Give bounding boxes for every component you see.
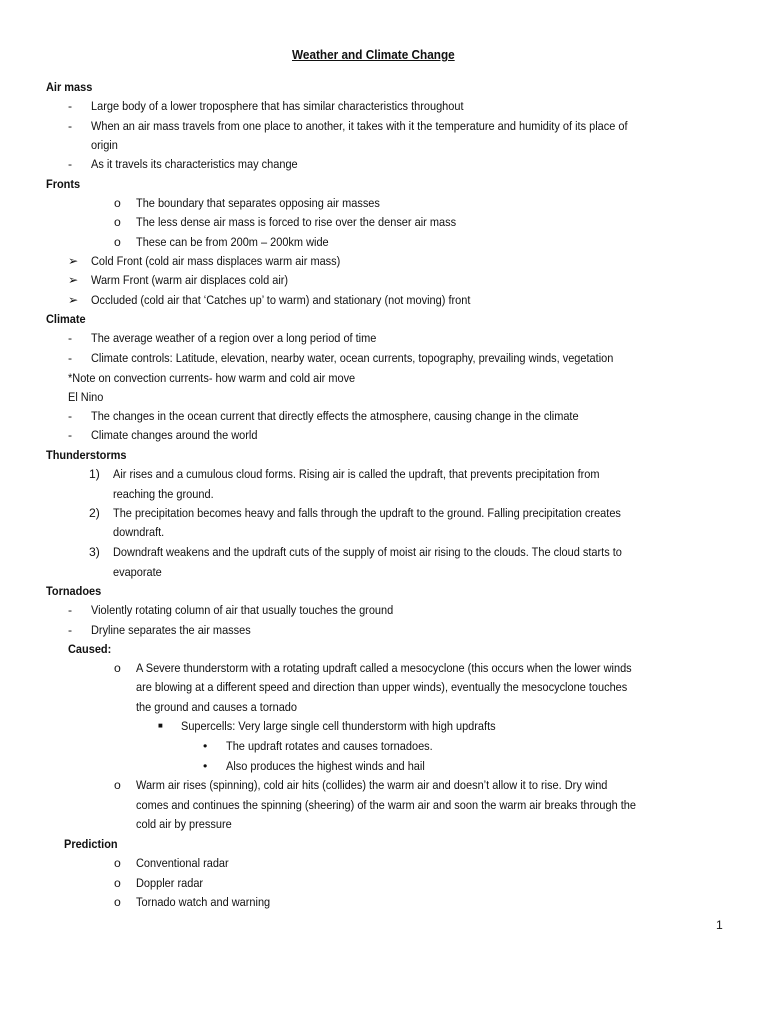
dash-bullet: - (68, 409, 73, 423)
section-heading-fronts: Fronts (46, 177, 81, 191)
circle-bullet-icon: o (114, 196, 121, 210)
circle-bullet-icon: o (114, 215, 121, 229)
circle-bullet-icon: o (114, 661, 121, 675)
circle-bullet-icon: o (114, 856, 121, 870)
circle-bullet-icon: o (114, 895, 121, 909)
dash-bullet: - (68, 623, 73, 637)
dash-bullet: - (68, 119, 73, 133)
subheading-el-nino: El Nino (68, 390, 104, 404)
subheading-caused: Caused: (68, 642, 112, 656)
section-heading-tornadoes: Tornadoes (46, 584, 102, 598)
list-item: Large body of a lower troposphere that has similar characteristics throughout (91, 99, 464, 113)
list-item: Violently rotating column of air that usually touches the ground (91, 603, 394, 617)
dash-bullet: - (68, 428, 73, 442)
list-item: Dryline separates the air masses (91, 623, 251, 637)
list-item: Climate changes around the world (91, 428, 258, 442)
list-item: Conventional radar (136, 856, 229, 870)
list-item: As it travels its characteristics may change (91, 157, 298, 171)
dot-bullet-icon: • (203, 739, 208, 753)
list-number: 3) (89, 545, 100, 559)
list-item: Supercells: Very large single cell thunderstorm with high updrafts (181, 719, 496, 733)
list-item: These can be from 200m – 200km wide (136, 235, 329, 249)
note-text: *Note on convection currents- how warm and cold air move (68, 371, 356, 385)
list-number: 2) (89, 506, 100, 520)
list-item: Climate controls: Latitude, elevation, nearby water, ocean currents, topography, prevailing winds, vegetation (91, 351, 614, 365)
section-heading-air-mass: Air mass (46, 80, 93, 94)
circle-bullet-icon: o (114, 235, 121, 249)
arrow-bullet-icon: ➢ (68, 273, 79, 287)
list-item: The boundary that separates opposing air masses (136, 196, 380, 210)
dash-bullet: - (68, 99, 73, 113)
list-item-continuation: are blowing at a different speed and direction than upper winds), eventually the mesocyclone touches (136, 680, 628, 694)
list-item: Warm Front (warm air displaces cold air) (91, 273, 289, 287)
list-item-continuation: downdraft. (113, 525, 165, 539)
page-number: 1 (716, 918, 723, 932)
list-item: Doppler radar (136, 876, 204, 890)
list-item: Tornado watch and warning (136, 895, 271, 909)
list-item-continuation: comes and continues the spinning (sheering) of the warm air and soon the warm air breaks through the (136, 798, 636, 812)
dot-bullet-icon: • (203, 759, 208, 773)
section-heading-climate: Climate (46, 312, 86, 326)
list-item: The average weather of a region over a long period of time (91, 331, 377, 345)
dash-bullet: - (68, 603, 73, 617)
list-item: Downdraft weakens and the updraft cuts of the supply of moist air rising to the clouds. The cloud starts to (113, 545, 622, 559)
list-item: The less dense air mass is forced to rise over the denser air mass (136, 215, 457, 229)
list-item: A Severe thunderstorm with a rotating updraft called a mesocyclone (this occurs when the lower winds (136, 661, 632, 675)
list-item: Also produces the highest winds and hail (226, 759, 425, 773)
list-item-continuation: reaching the ground. (113, 487, 214, 501)
circle-bullet-icon: o (114, 778, 121, 792)
dash-bullet: - (68, 157, 73, 171)
list-item: Cold Front (cold air mass displaces warm air mass) (91, 254, 341, 268)
list-item-continuation: the ground and causes a tornado (136, 700, 298, 714)
list-item-continuation: origin (91, 138, 118, 152)
list-item: Occluded (cold air that ‘Catches up’ to warm) and stationary (not moving) front (91, 293, 471, 307)
list-item: When an air mass travels from one place to another, it takes with it the temperature and humidity of its place of (91, 119, 628, 133)
list-item: Warm air rises (spinning), cold air hits (collides) the warm air and doesn’t allow it to rise. Dry wind (136, 778, 608, 792)
list-item: The precipitation becomes heavy and falls through the updraft to the ground. Falling precipitation creates (113, 506, 621, 520)
arrow-bullet-icon: ➢ (68, 254, 79, 268)
list-item: The updraft rotates and causes tornadoes. (226, 739, 433, 753)
circle-bullet-icon: o (114, 876, 121, 890)
list-item-continuation: evaporate (113, 565, 162, 579)
page-title: Weather and Climate Change (292, 47, 455, 62)
list-item: Air rises and a cumulous cloud forms. Rising air is called the updraft, that prevents precipitation from (113, 467, 600, 481)
list-number: 1) (89, 467, 100, 481)
dash-bullet: - (68, 331, 73, 345)
list-item-continuation: cold air by pressure (136, 817, 232, 831)
section-heading-thunderstorms: Thunderstorms (46, 448, 127, 462)
square-bullet-icon: ■ (158, 721, 163, 730)
list-item: The changes in the ocean current that directly effects the atmosphere, causing change in the climate (91, 409, 579, 423)
subheading-prediction: Prediction (64, 837, 118, 851)
dash-bullet: - (68, 351, 73, 365)
arrow-bullet-icon: ➢ (68, 293, 79, 307)
